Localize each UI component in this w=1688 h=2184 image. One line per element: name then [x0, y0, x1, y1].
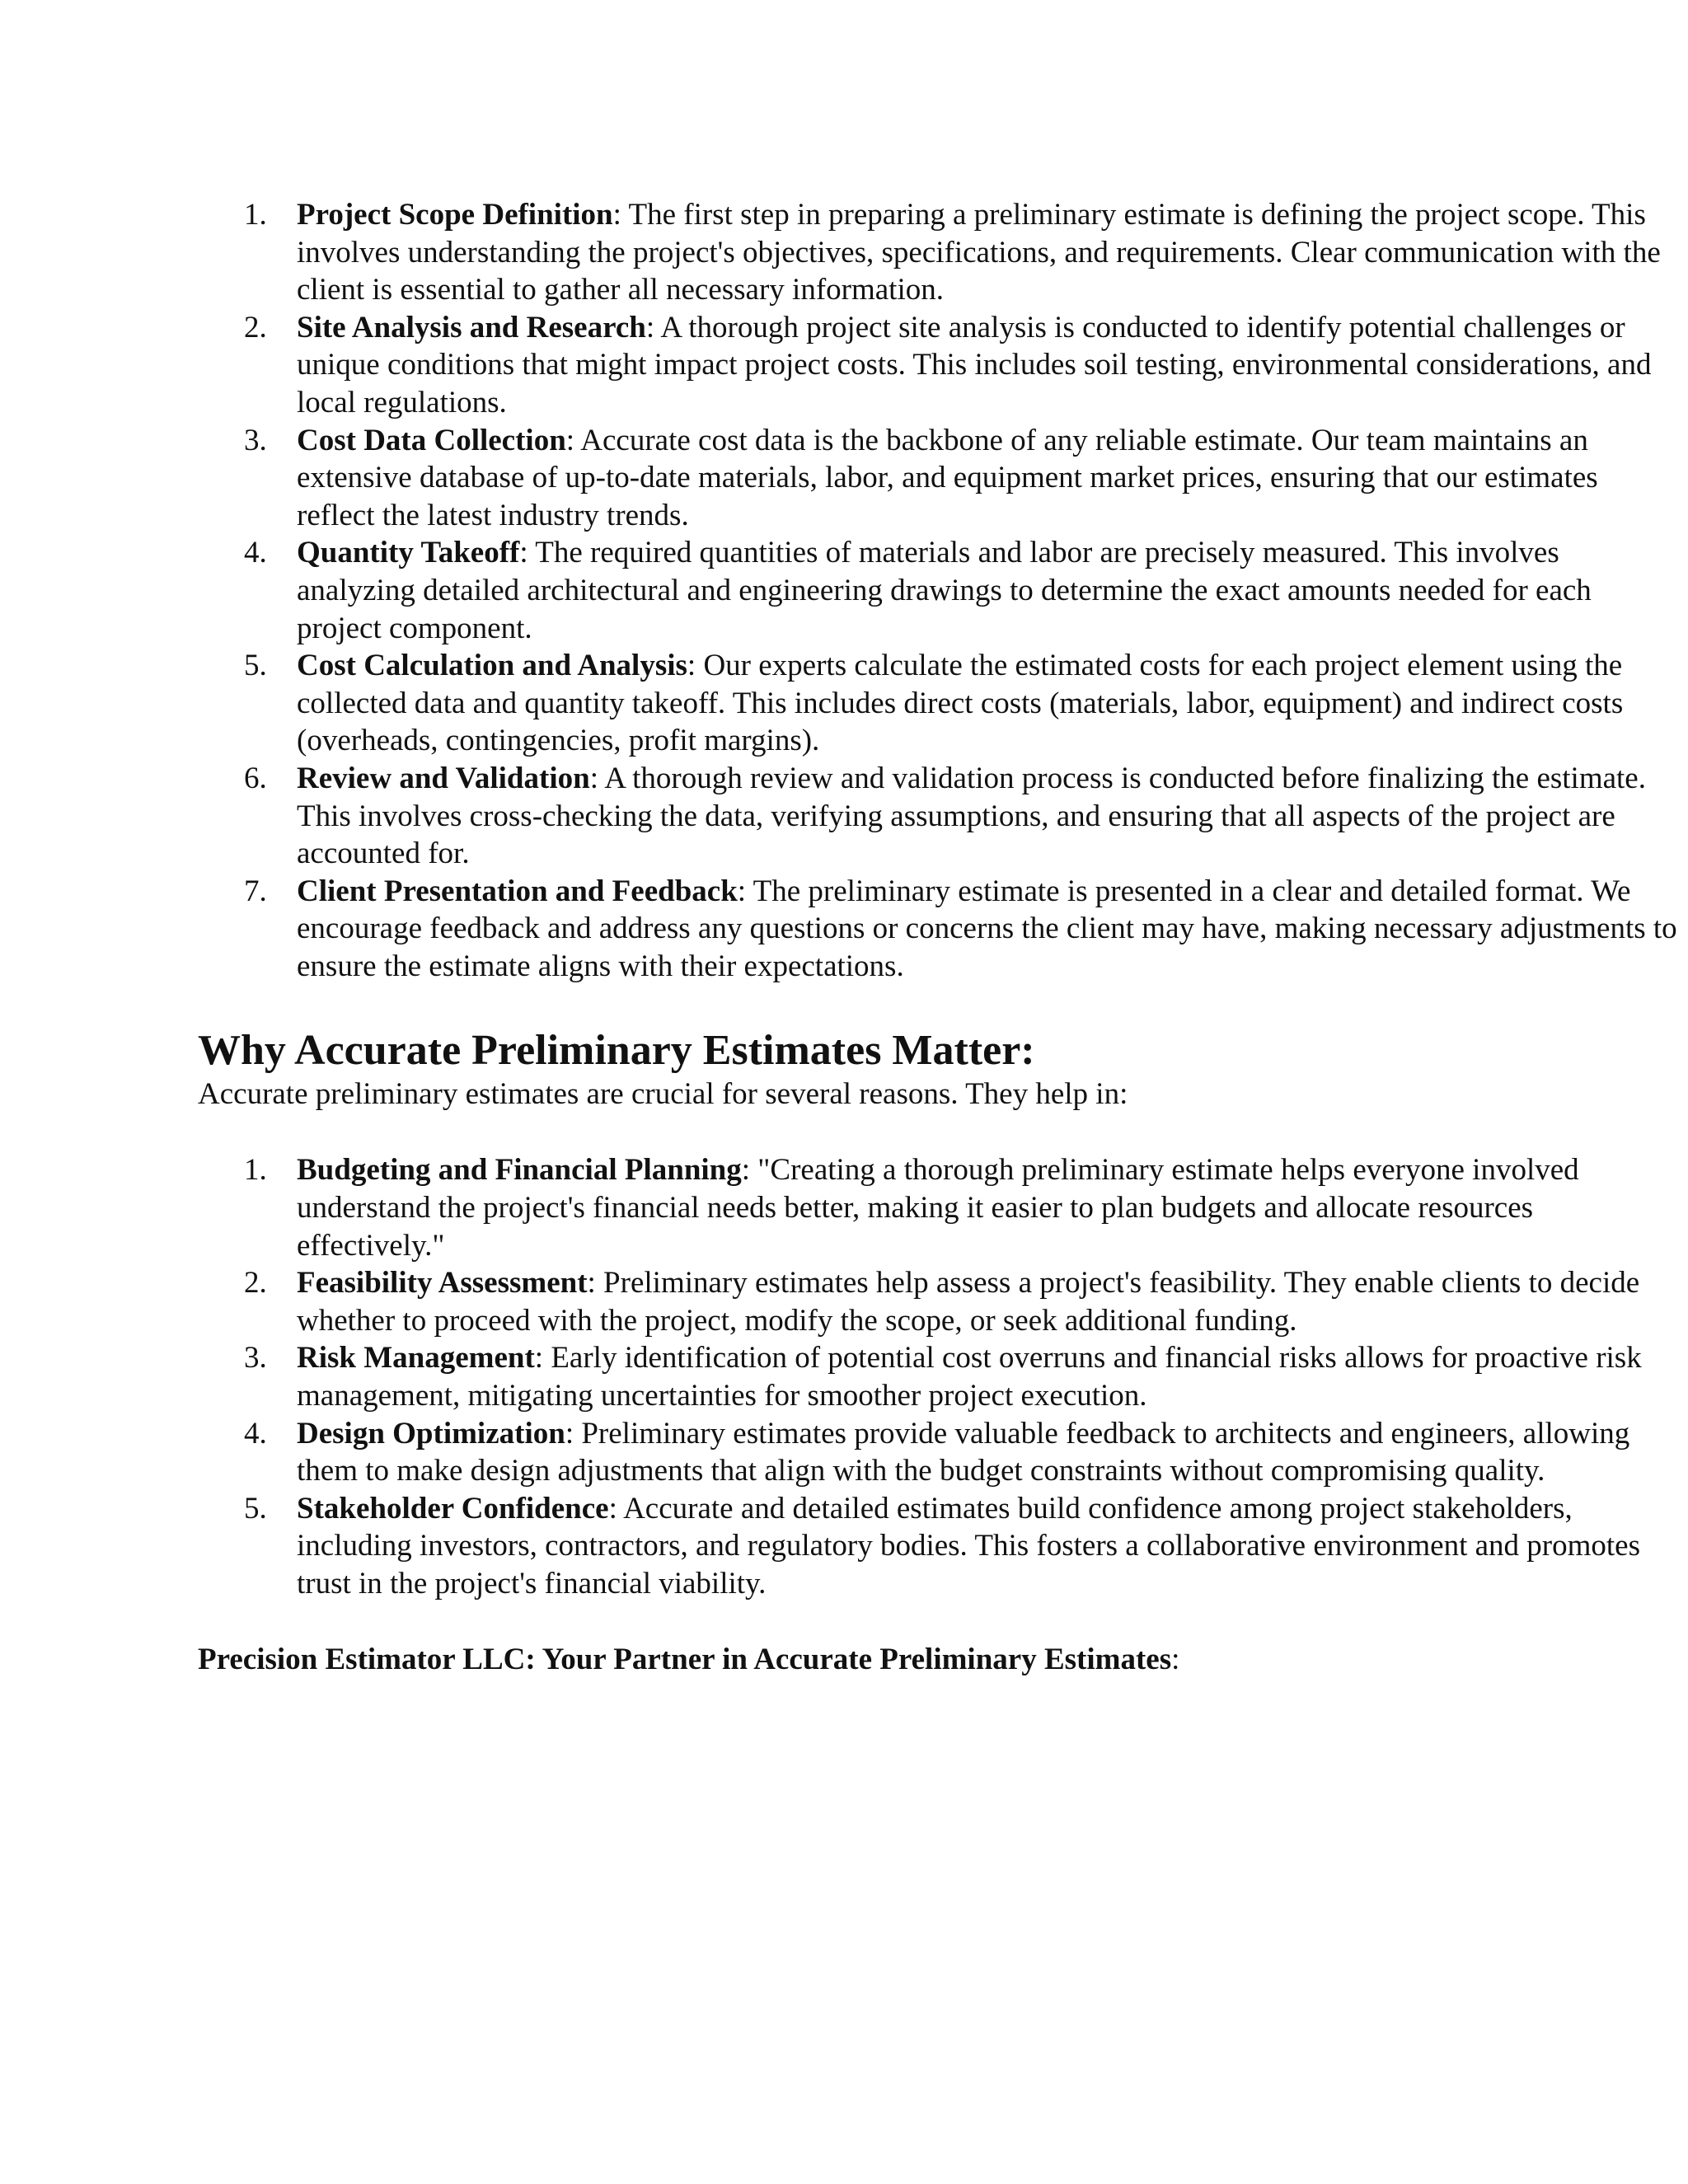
list-item: [198, 647, 1681, 760]
list-item-number: 3.: [244, 423, 267, 457]
list-item: [198, 1339, 1681, 1414]
list-item-term: Quantity Takeoff: [297, 536, 520, 570]
list-item-text: : "Creating a thorough preliminary estimate helps everyone involved understand the project's financial needs better, making it easier to plan budgets and allocate resources effectively.": [297, 1153, 1579, 1263]
list-item-term: Cost Data Collection: [297, 423, 566, 457]
list-item-number: 5.: [244, 649, 267, 683]
list-item-number: 3.: [244, 1341, 267, 1376]
list-item-number: 4.: [244, 1416, 267, 1451]
closing-heading: Precision Estimator LLC: Your Partner in Accurate Preliminary Estimates: [198, 1642, 1172, 1676]
list-item-text: : Preliminary estimates provide valuable feedback to architects and engineers, allowing them to make design adjustments that align with the budget constraints without compromising quality.: [297, 1416, 1630, 1488]
list-item-number: 1.: [244, 1153, 267, 1188]
list-item: [198, 1151, 1681, 1264]
list-item-term: Review and Validation: [297, 761, 590, 795]
list-item-term: Client Presentation and Feedback: [297, 874, 738, 908]
list-item-number: 5.: [244, 1491, 267, 1526]
list-item-text: : Accurate and detailed estimates build confidence among project stakeholders, including investors, contractors, and regulatory bodies. This fosters a collaborative environment and promotes trust in the project's financial viability.: [297, 1491, 1640, 1601]
list-item-text: : A thorough project site analysis is conducted to identify potential challenges or unique conditions that might impact project costs. This includes soil testing, environmental considerations, and local regulations.: [297, 310, 1652, 419]
list-item: [198, 1490, 1681, 1603]
list-item-number: 7.: [244, 874, 267, 908]
section-heading: Why Accurate Preliminary Estimates Matter:: [198, 1027, 1035, 1075]
list-item-text: : A thorough review and validation process is conducted before finalizing the estimate. This involves cross-checking the data, verifying assumptions, and ensuring that all aspects of the project are accounted for.: [297, 761, 1646, 871]
list-item-term: Site Analysis and Research: [297, 310, 646, 344]
list-item: [198, 196, 1681, 309]
list-item-term: Cost Calculation and Analysis: [297, 649, 687, 683]
list-item-term: Risk Management: [297, 1341, 535, 1376]
list-item-term: Budgeting and Financial Planning: [297, 1153, 742, 1188]
reasons-list: [198, 1151, 1642, 1602]
list-item-term: Design Optimization: [297, 1416, 565, 1451]
list-item-number: 2.: [244, 1266, 267, 1301]
list-item-term: Project Scope Definition: [297, 198, 613, 232]
list-item-text: : Early identification of potential cost overruns and financial risks allows for proactive risk management, mitigating uncertainties for smoother project execution.: [297, 1341, 1642, 1413]
list-item: [198, 760, 1681, 873]
list-item: [198, 1264, 1681, 1339]
list-item: [198, 534, 1681, 647]
list-item-text: : The required quantities of materials and labor are precisely measured. This involves analyzing detailed architectural and engineering drawings to determine the exact amounts needed for each project component.: [297, 536, 1592, 645]
list-item-text: : Preliminary estimates help assess a project's feasibility. They enable clients to decide whether to proceed with the project, modify the scope, or seek additional funding.: [297, 1266, 1640, 1338]
page-content: [198, 196, 1677, 1679]
list-item-text: : Accurate cost data is the backbone of any reliable estimate. Our team maintains an extensive database of up-to-date materials, labor, and equipment market prices, ensuring that our estimates reflect the latest industry trends.: [297, 423, 1598, 532]
list-item-text: : The first step in preparing a preliminary estimate is defining the project scope. This involves understanding the project's objectives, specifications, and requirements. Clear communication with the client is essential to gather all necessary information.: [297, 198, 1661, 307]
section-intro: Accurate preliminary estimates are crucial for several reasons. They help in:: [198, 1077, 1128, 1112]
list-item-number: 1.: [244, 198, 267, 232]
list-item-text: : The preliminary estimate is presented in a clear and detailed format. We encourage feedback and address any questions or concerns the client may have, making necessary adjustments to ensure the estimate aligns with their expectations.: [297, 874, 1677, 983]
list-item: [198, 309, 1681, 422]
list-item: [198, 422, 1681, 535]
list-item: [198, 1415, 1681, 1490]
list-item-number: 4.: [244, 536, 267, 570]
process-steps-list: [198, 196, 1677, 985]
list-item-term: Feasibility Assessment: [297, 1266, 588, 1301]
closing-suffix: :: [1171, 1642, 1180, 1676]
list-item: [198, 873, 1681, 986]
list-item-number: 6.: [244, 761, 267, 795]
list-item-text: : Our experts calculate the estimated costs for each project element using the collected data and quantity takeoff. This includes direct costs (materials, labor, equipment) and indirect costs (overheads, contingencies, profit margins).: [297, 649, 1624, 758]
list-item-term: Stakeholder Confidence: [297, 1491, 609, 1526]
closing-line: [198, 1641, 1517, 1679]
list-item-number: 2.: [244, 310, 267, 344]
